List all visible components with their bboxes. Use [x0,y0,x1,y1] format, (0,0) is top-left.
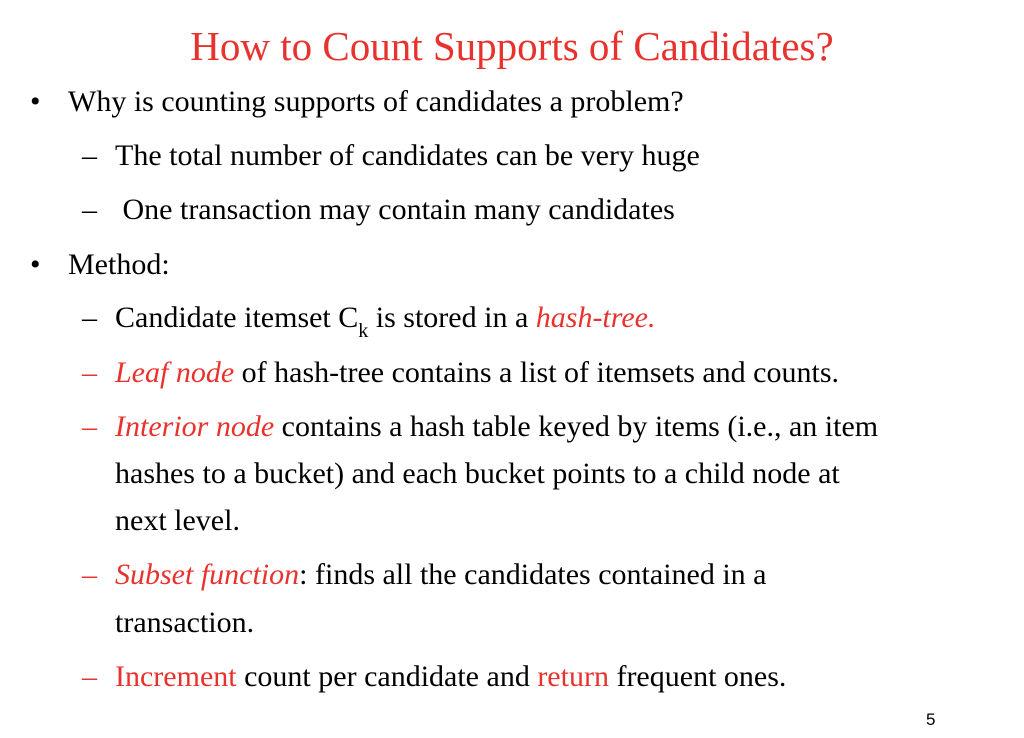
sub-leaf-node [115,356,839,390]
dash-marker: – [82,139,97,172]
term-interior-node: Interior node [115,410,275,443]
page-number: 5 [926,710,936,729]
dash-marker: – [82,410,97,443]
dash-marker: – [82,301,97,334]
text: : finds all the candidates contained in a [299,558,767,591]
bullet-method: Method: [68,248,170,281]
text: Candidate itemset C [115,301,359,334]
sub-interior-node-cont: hashes to a bucket) and each bucket points to a child node at [115,457,840,490]
sub-one-transaction: One transaction may contain many candidates [115,193,675,226]
sub-interior-node [115,410,878,444]
bullet-why: Why is counting supports of candidates a problem? [68,85,684,118]
bullet-marker: • [30,85,41,118]
term-subset-function: Subset function [115,558,300,591]
sub-interior-node-cont2: next level. [115,504,240,537]
text: of hash-tree contains a list of itemsets and counts. [234,356,840,389]
slide-title: How to Count Supports of Candidates? [190,23,834,69]
subscript-k: k [358,320,369,342]
dash-marker: – [82,193,97,226]
dash-marker: – [82,660,97,693]
term-increment: Increment [115,660,237,693]
dash-marker: – [82,558,97,591]
bullet-marker: • [30,248,41,281]
sub-subset-function [115,558,767,592]
sub-subset-function-cont: transaction. [115,606,255,639]
text: is stored in a [368,301,536,334]
sub-total-candidates: The total number of candidates can be very huge [115,139,700,172]
dash-marker: – [82,356,97,389]
sub-candidate-itemset [115,301,656,342]
term-hash-tree: hash-tree. [535,301,656,334]
text: count per candidate and [236,660,538,693]
text: frequent ones. [608,660,787,693]
term-return: return [537,660,609,693]
text: contains a hash table keyed by items (i.e., an item [274,410,879,443]
sub-increment [115,660,786,694]
term-leaf-node: Leaf node [115,356,235,389]
